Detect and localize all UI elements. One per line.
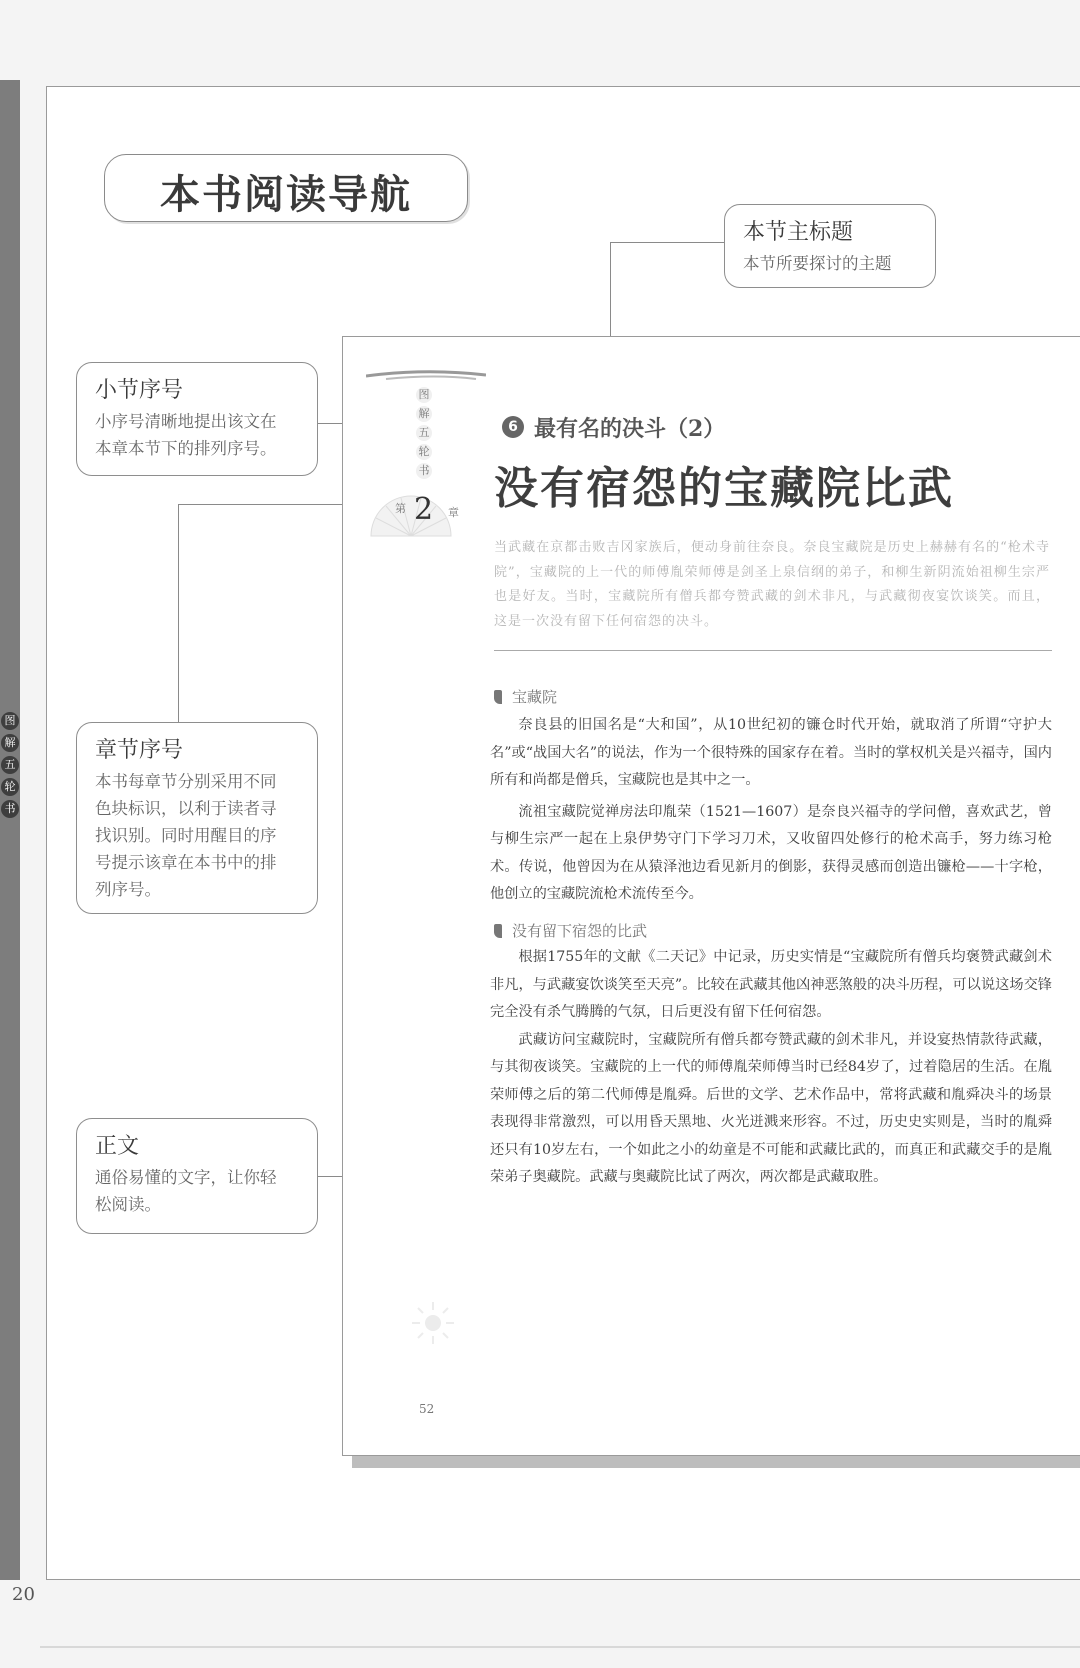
body-paragraphs bbox=[490, 944, 1052, 1192]
book-label-char: 图 bbox=[416, 387, 432, 403]
body-paragraph: 武藏访问宝藏院时，宝藏院所有僧兵都夸赞武藏的剑术非凡，并设宴热情款待武藏，与其彻夜谈笑。宝藏院的上一代的师傅胤荣师傅当时已经84岁了，过着隐居的生活。在胤荣师傅之后的第二代师傅是胤舜。后世的文学、艺术作品中，常将武藏和胤舜决斗的场景表现得非常激烈，可以用昏天黑地、火光迸溅来形容。不过，历史史实则是，当时的胤舜还只有10岁左右，一个如此之小的幼童是不可能和武藏比武的，而真正和武藏交手的是胤荣弟子奥藏院。武藏与奥藏院比试了两次，两次都是武藏取胜。 bbox=[490, 1031, 1052, 1185]
callout-title: 本节主标题 bbox=[743, 220, 854, 245]
section-subtitle: 最有名的决斗（2） bbox=[534, 416, 726, 442]
book-label-char: 书 bbox=[416, 463, 432, 479]
callout-desc-line: 小序号清晰地提出该文在 bbox=[95, 412, 277, 431]
section-number-badge: 6 bbox=[502, 416, 524, 438]
fan-decoration-icon bbox=[366, 488, 456, 538]
callout-desc-line: 号提示该章在本书中的排 bbox=[95, 853, 277, 872]
callout-desc-line: 列序号。 bbox=[95, 880, 161, 899]
subheading bbox=[494, 686, 557, 707]
callout-desc: 本节所要探讨的主题 bbox=[743, 254, 892, 273]
brush-stroke-decoration bbox=[366, 370, 486, 382]
connector-line bbox=[610, 242, 724, 243]
bottom-divider bbox=[40, 1646, 1080, 1648]
side-tab-char: 轮 bbox=[1, 778, 19, 796]
sun-decoration-icon bbox=[410, 1300, 456, 1346]
callout-desc-line: 色块标识，以利于读者寻 bbox=[95, 799, 277, 818]
side-tab-char: 书 bbox=[1, 800, 19, 818]
callout-desc-line: 通俗易懂的文字，让你轻 bbox=[95, 1168, 277, 1187]
page-number: 20 bbox=[12, 1584, 35, 1605]
section-intro: 当武藏在京都击败吉冈家族后，便动身前往奈良。奈良宝藏院是历史上赫赫有名的“枪术寺院”，宝藏院的上一代的师傅胤荣师傅是剑圣上泉信纲的弟子，和柳生新阴流始祖柳生宗严也是好友。当时，宝藏院所有僧兵都夸赞武藏的剑术非凡，与武藏彻夜宴饮谈笑。而且，这是一次没有留下任何宿怨的决斗。 bbox=[494, 540, 1050, 629]
side-tab-char: 解 bbox=[1, 734, 19, 752]
chapter-prefix: 第 bbox=[395, 502, 406, 515]
brush-icon bbox=[494, 690, 502, 704]
book-label-char: 轮 bbox=[416, 444, 432, 460]
body-paragraph: 根据1755年的文献《二天记》中记录，历史实情是“宝藏院所有僧兵均褒赞武藏剑术非凡，与武藏宴饮谈笑至天亮”。比较在武藏其他凶神恶煞般的决斗历程，可以说这场交锋完全没有杀气腾腾的气氛，日后更没有留下任何宿怨。 bbox=[490, 949, 1052, 1020]
sample-page-shadow bbox=[352, 1454, 1080, 1468]
chapter-number: 2 bbox=[414, 492, 434, 527]
callout-body-text bbox=[76, 1118, 318, 1234]
subheading-text: 宝藏院 bbox=[512, 688, 558, 706]
brush-icon bbox=[494, 924, 502, 938]
callout-desc-line: 找识别。同时用醒目的序 bbox=[95, 826, 277, 845]
callout-title: 正文 bbox=[95, 1134, 140, 1159]
body-paragraph: 流祖宝藏院觉禅房法印胤荣（1521—1607）是奈良兴福寺的学问僧，喜欢武艺，曾与柳生宗严一起在上泉伊势守门下学习刀术，又收留四处修行的枪术高手，努力练习枪术。传说，他曾因为在从猿泽池边看见新月的倒影，获得灵感而创造出镰枪——十字枪，他创立的宝藏院流枪术流传至今。 bbox=[490, 803, 1052, 902]
page-title-box bbox=[104, 154, 468, 222]
side-tab-char: 五 bbox=[1, 756, 19, 774]
callout-desc-line: 松阅读。 bbox=[95, 1195, 161, 1214]
side-tab bbox=[0, 712, 20, 822]
callout-section-number bbox=[76, 362, 318, 476]
callout-chapter-number bbox=[76, 722, 318, 914]
page-title: 本书阅读导航 bbox=[160, 171, 412, 218]
callout-title: 小节序号 bbox=[95, 378, 184, 403]
left-color-strip bbox=[0, 80, 20, 1580]
chapter-suffix: 章 bbox=[448, 506, 459, 519]
section-title: 没有宿怨的宝藏院比武 bbox=[494, 463, 954, 514]
body-paragraphs bbox=[490, 712, 1052, 909]
book-label bbox=[412, 387, 436, 482]
callout-desc-line: 本书每章节分别采用不同 bbox=[95, 772, 277, 791]
callout-desc-line: 本章本节下的排列序号。 bbox=[95, 439, 277, 458]
body-paragraph: 奈良县的旧国名是“大和国”，从10世纪初的镰仓时代开始，就取消了所谓“守护大名”或“战国大名”的说法，作为一个很特殊的国家存在着。当时的掌权机关是兴福寺，国内所有和尚都是僧兵，宝藏院也是其中之一。 bbox=[490, 717, 1052, 788]
callout-main-title bbox=[724, 204, 936, 288]
subheading bbox=[494, 920, 647, 941]
callout-title: 章节序号 bbox=[95, 738, 184, 763]
intro-divider bbox=[494, 650, 1052, 651]
side-tab-char: 图 bbox=[1, 712, 19, 730]
book-label-char: 五 bbox=[416, 425, 432, 441]
connector-line bbox=[178, 504, 179, 722]
book-label-char: 解 bbox=[416, 406, 432, 422]
subheading-text: 没有留下宿怨的比武 bbox=[512, 922, 648, 940]
sample-page-number: 52 bbox=[419, 1402, 435, 1416]
